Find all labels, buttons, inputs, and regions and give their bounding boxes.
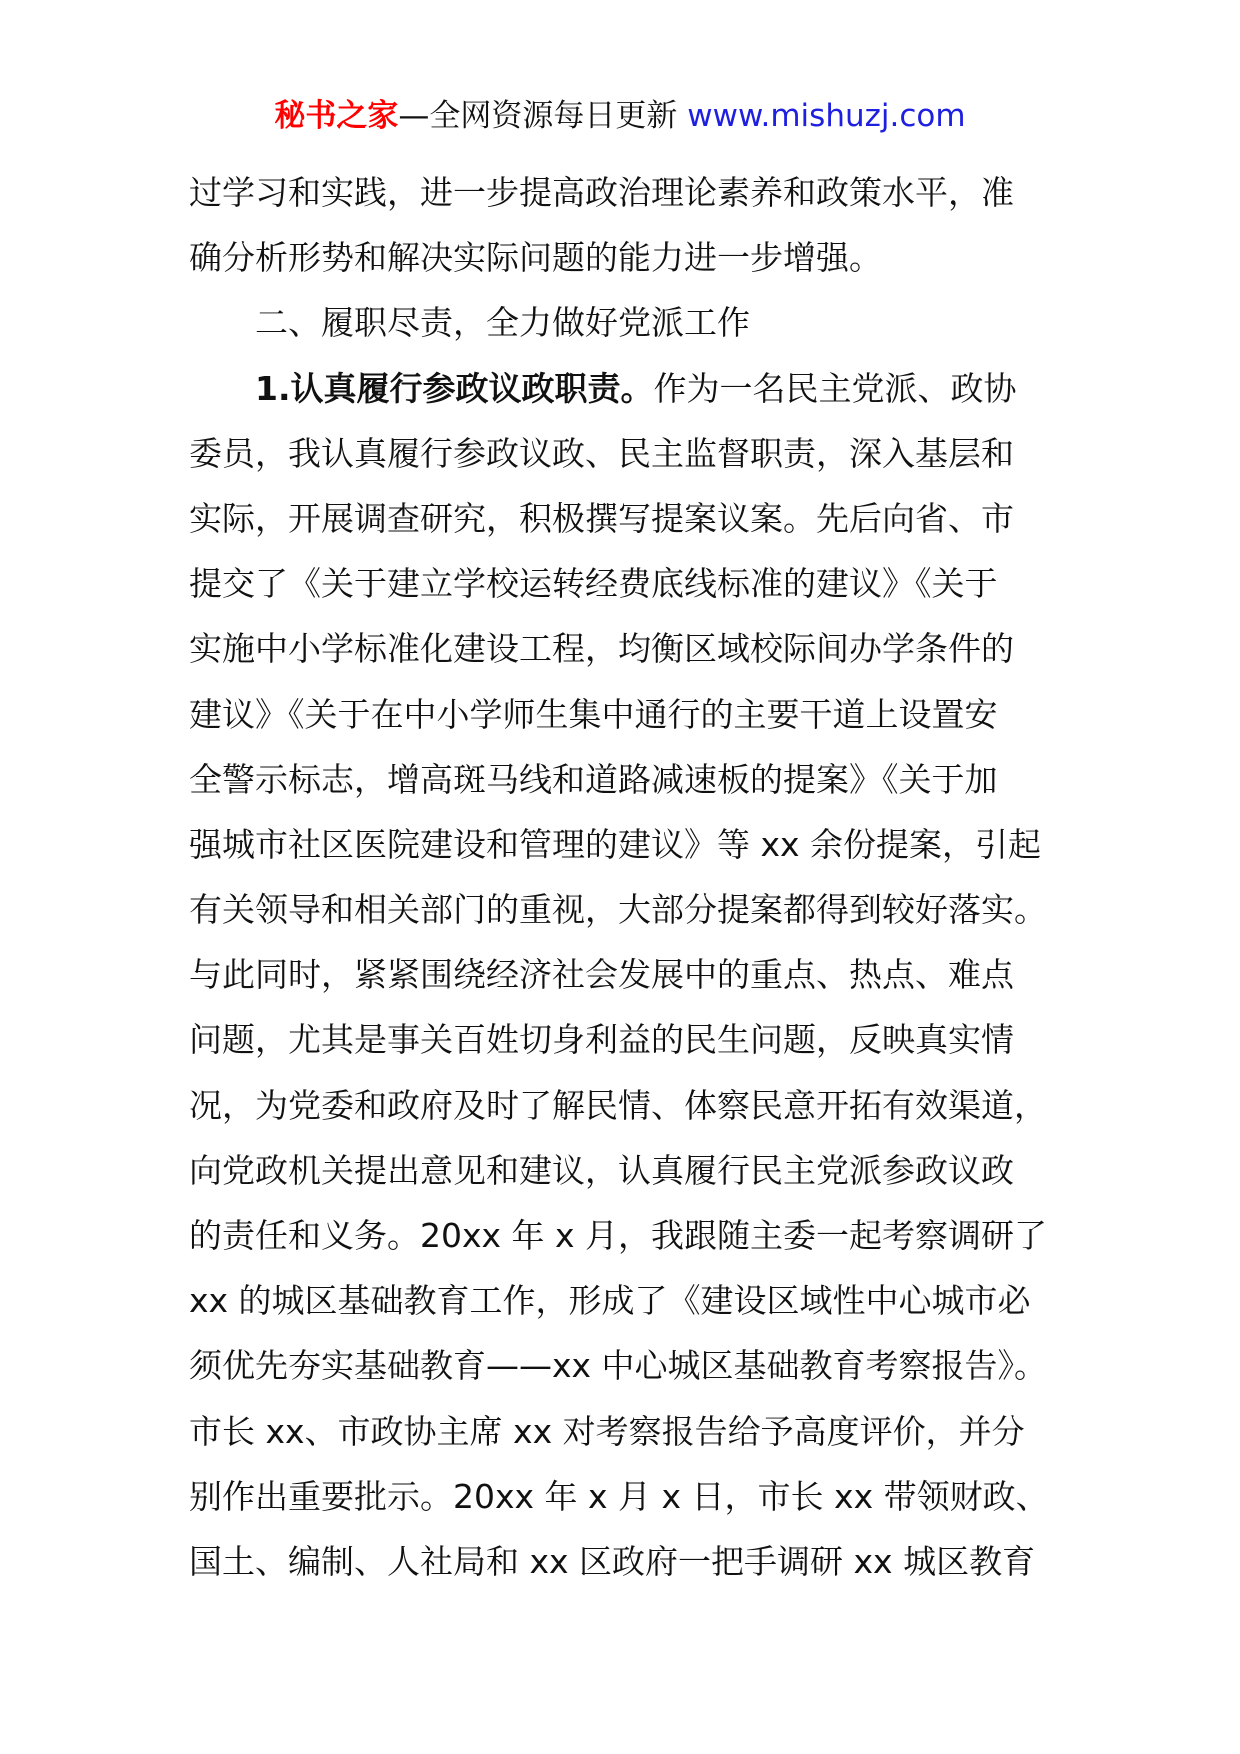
text-line: 的责任和义务。20xx 年 x 月，我跟随主委一起考察调研了	[189, 1216, 1048, 1255]
paragraph-start	[189, 356, 1089, 421]
text-line: 提交了《关于建立学校运转经费底线标准的建议》《关于	[189, 564, 998, 604]
text-line: 有关领导和相关部门的重视，大部分提案都得到较好落实。	[189, 890, 1047, 930]
site-url: www.mishuzj.com	[687, 98, 966, 134]
document-body	[189, 160, 1089, 1594]
text-line-continuation: 作为一名民主党派、政协	[653, 368, 1017, 408]
text-line: 问题，尤其是事关百姓切身利益的民生问题，反映真实情	[189, 1020, 1014, 1060]
section-heading: 二、履职尽责，全力做好党派工作	[255, 303, 750, 343]
watermark-header	[0, 96, 1240, 136]
text-line: 强城市社区医院建设和管理的建议》等 xx 余份提案，引起	[189, 824, 1042, 864]
text-line: 须优先夯实基础教育——xx 中心城区基础教育考察报告》。	[189, 1346, 1048, 1386]
text-line: 国土、编制、人社局和 xx 区政府一把手调研 xx 城区教育	[189, 1541, 1036, 1581]
text-line: 委员，我认真履行参政议政、民主监督职责，深入基层和	[189, 433, 1014, 473]
header-tagline: —全网资源每日更新	[398, 98, 688, 134]
brand-name: 秘书之家	[274, 98, 399, 134]
bold-lead-heading: 1.认真履行参政议政职责。	[255, 368, 654, 408]
text-line: 确分析形势和解决实际问题的能力进一步增强。	[189, 238, 882, 278]
text-line: 过学习和实践，进一步提高政治理论素养和政策水平，准	[189, 173, 1014, 212]
text-line: 与此同时，紧紧围绕经济社会发展中的重点、热点、难点	[189, 955, 1014, 995]
text-line: 建议》《关于在中小学师生集中通行的主要干道上设置安	[189, 694, 998, 734]
text-line: 向党政机关提出意见和建议，认真履行民主党派参政议政	[189, 1150, 1014, 1190]
text-line: 实施中小学标准化建设工程，均衡区域校际间办学条件的	[189, 629, 1014, 669]
text-line: 况，为党委和政府及时了解民情、体察民意开拓有效渠道，	[189, 1085, 1047, 1125]
text-line: 实际，开展调查研究，积极撰写提案议案。先后向省、市	[189, 498, 1014, 538]
text-line: 别作出重要批示。20xx 年 x 月 x 日，市长 xx 带领财政、	[189, 1476, 1049, 1516]
text-line: 市长 xx、市政协主席 xx 对考察报告给予高度评价，并分	[189, 1411, 1025, 1451]
text-line: 全警示标志，增高斑马线和道路减速板的提案》《关于加	[189, 759, 998, 799]
text-line: xx 的城区基础教育工作，形成了《建设区域性中心城市必	[189, 1281, 1031, 1321]
